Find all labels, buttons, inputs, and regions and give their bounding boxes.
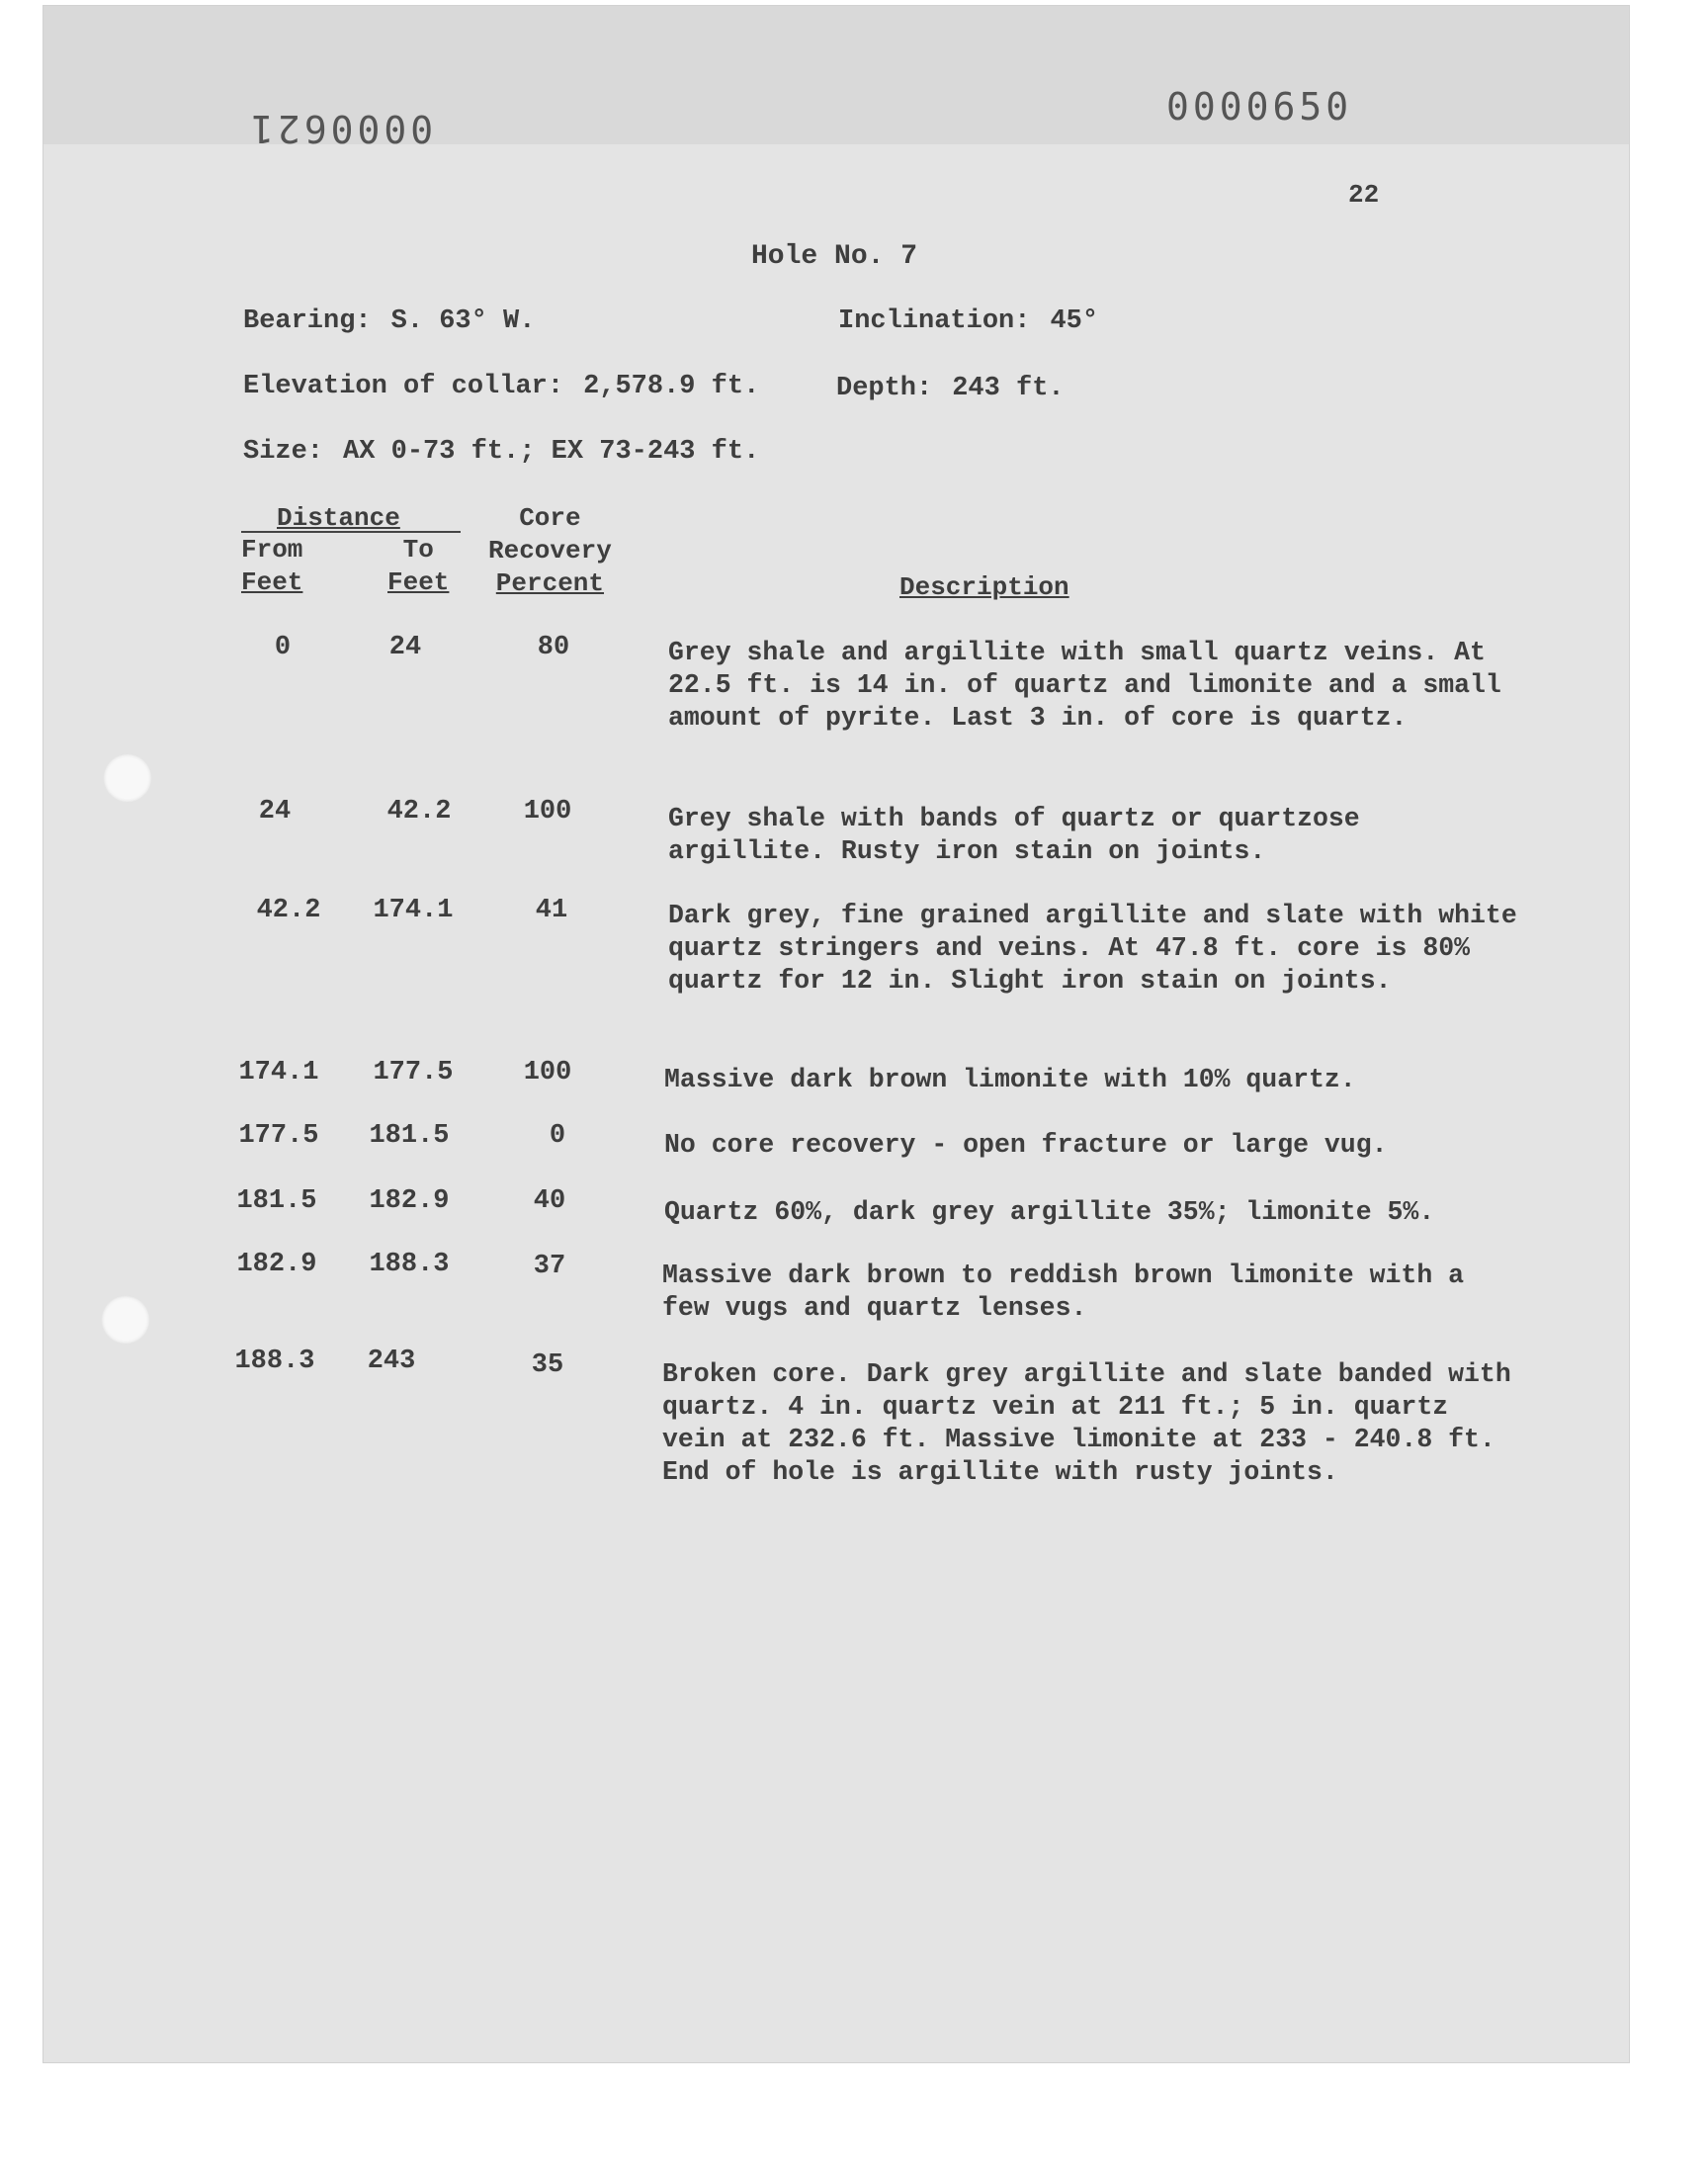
document-stamp-left: 0000621 [247,107,434,150]
header-core-line1: Core [519,503,581,533]
header-from-line2: Feet [241,567,303,597]
size-value: AX 0-73 ft.; EX 73-243 ft. [343,437,760,467]
row-from: 174.1 [238,1058,319,1088]
row-to: 243 [367,1347,416,1376]
bearing-field [243,306,535,336]
size-label: Size: [243,437,324,467]
page-title: Hole No. 7 [751,241,918,272]
row-to: 181.5 [369,1121,450,1151]
header-core-line3: Percent [495,568,605,598]
row-from: 42.2 [256,896,321,925]
row-description: Massive dark brown limonite with 10% quartz. [664,1065,1356,1094]
inclination-label: Inclination: [838,306,1031,336]
bearing-value: S. 63° W. [390,306,536,336]
row-description: Grey shale with bands of quartz or quartzose argillite. Rusty iron stain on joints. [668,804,1360,866]
row-to: 24 [388,633,422,662]
row-from: 181.5 [236,1186,317,1216]
row-to: 174.1 [373,896,454,925]
row-from: 0 [274,633,292,662]
row-recovery: 100 [523,797,572,826]
row-from: 182.9 [236,1250,317,1279]
header-core-recovery [488,502,612,600]
header-to [387,534,449,599]
punch-hole-top [103,753,152,803]
document-stamp-right: 0000650 [1166,85,1353,129]
size-field [243,437,759,467]
header-core-line2: Recovery [488,536,612,566]
inclination-value: 45° [1050,306,1099,336]
depth-field [836,374,1065,403]
row-recovery: 41 [535,896,568,925]
row-description: Broken core. Dark grey argillite and slate banded with quartz. 4 in. quartz vein at 211 ft.; 5 in. quartz vein at 232.6 ft. Massive limonite at 233 - 240.8 ft. End of hole is argillite with rusty joints. [662,1359,1511,1487]
punch-hole-bottom [101,1295,150,1345]
row-description: Dark grey, fine grained argillite and slate with white quartz stringers and veins. At 47.8 ft. core is 80% quartz for 12 in. Slight iron stain on joints. [668,901,1517,996]
row-recovery: 80 [537,633,570,662]
page-number: 22 [1348,180,1380,210]
row-description: Grey shale and argillite with small quartz veins. At 22.5 ft. is 14 in. of quartz and limonite and a small amount of pyrite. Last 3 in. of core is quartz. [668,638,1501,733]
elevation-field [243,372,759,401]
row-to: 182.9 [369,1186,450,1216]
header-distance: Distance [277,503,400,533]
row-recovery: 100 [523,1058,572,1088]
row-from: 177.5 [238,1121,319,1151]
depth-label: Depth: [836,374,933,403]
row-to: 42.2 [386,797,452,826]
row-description: Quartz 60%, dark grey argillite 35%; limonite 5%. [664,1197,1435,1227]
row-from: 24 [258,797,292,826]
row-recovery: 37 [533,1252,566,1281]
header-distance-rule [241,531,461,533]
header-to-line1: To [402,535,434,565]
row-to: 177.5 [373,1058,454,1088]
header-from [241,534,302,599]
header-description: Description [899,572,1069,602]
row-from: 188.3 [234,1347,315,1376]
row-recovery: 0 [549,1121,566,1151]
bearing-label: Bearing: [243,306,372,336]
elevation-value: 2,578.9 ft. [583,372,760,401]
header-from-line1: From [241,535,303,565]
header-to-line2: Feet [387,567,450,597]
row-recovery: 35 [531,1350,564,1380]
depth-value: 243 ft. [952,374,1065,403]
row-to: 188.3 [369,1250,450,1279]
row-description: Massive dark brown to reddish brown limonite with a few vugs and quartz lenses. [662,1261,1465,1323]
inclination-field [838,306,1098,336]
row-description: No core recovery - open fracture or large vug. [664,1130,1388,1160]
row-recovery: 40 [533,1186,566,1216]
elevation-label: Elevation of collar: [243,372,564,401]
